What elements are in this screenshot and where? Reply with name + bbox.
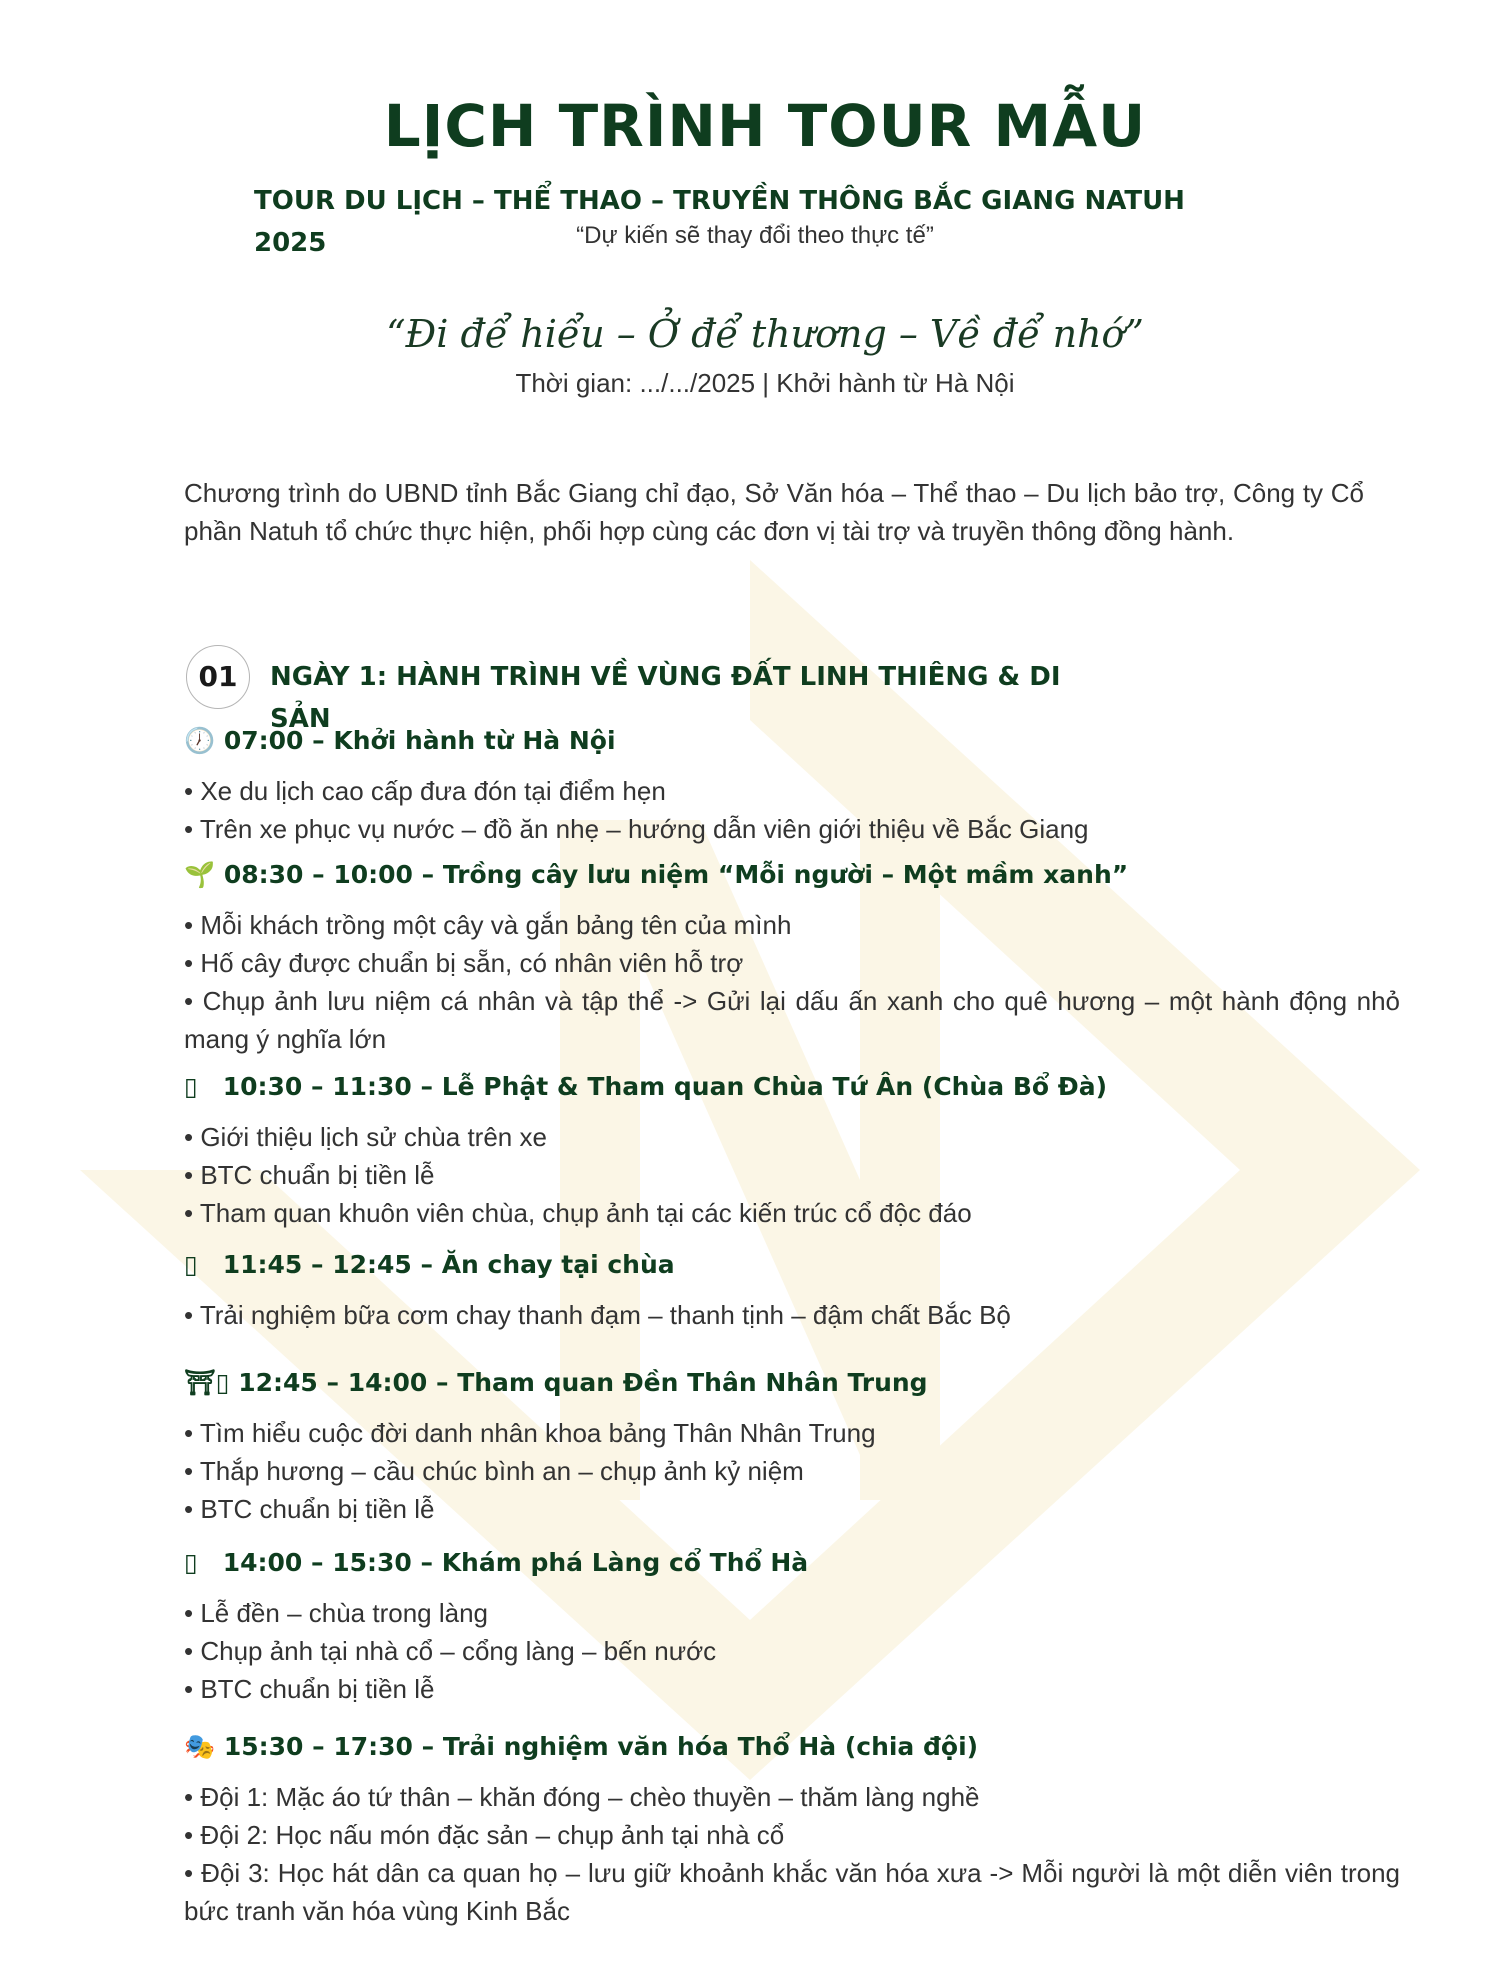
segment-heading — [184, 1072, 1384, 1101]
segment-heading — [184, 1548, 1384, 1577]
bullet-item: • Đội 2: Học nấu món đặc sản – chụp ảnh tại nhà cổ — [184, 1820, 785, 1850]
slogan: “Đi để hiểu – Ở để thương – Về để nhớ” — [386, 312, 1144, 356]
segment-heading — [184, 726, 1384, 756]
bullet-item: • Tìm hiểu cuộc đời danh nhân khoa bảng Thân Nhân Trung — [184, 1418, 876, 1448]
seedling-icon: 🌱 — [184, 860, 216, 889]
bullet-item: • BTC chuẩn bị tiền lễ — [184, 1674, 435, 1704]
segment-bullets — [184, 1118, 1400, 1232]
clock-icon: 🕖 — [184, 726, 216, 755]
segment-heading — [184, 1250, 1384, 1279]
day-title: NGÀY 1: HÀNH TRÌNH VỀ VÙNG ĐẤT LINH THIÊNG & DI SẢN — [270, 662, 1061, 734]
bullet-item: • Chụp ảnh tại nhà cổ – cổng làng – bến nước — [184, 1636, 717, 1666]
bullet-item: • Hố cây được chuẩn bị sẵn, có nhân viên hỗ trợ — [184, 948, 744, 978]
bullet-item: • Đội 3: Học hát dân ca quan họ – lưu giữ khoảnh khắc văn hóa xưa -> Mỗi người là một diễn viên trong bức tranh văn hóa vùng Kinh Bắc — [184, 1858, 1400, 1926]
bullet-item: • Xe du lịch cao cấp đưa đón tại điểm hẹn — [184, 776, 666, 806]
segment-title: 12:45 – 14:00 – Tham quan Đền Thân Nhân Trung — [238, 1368, 928, 1397]
segment-heading — [184, 1368, 1384, 1398]
shrine-icon: ⛩▯ — [184, 1368, 230, 1397]
segment-title: 08:30 – 10:00 – Trồng cây lưu niệm “Mỗi người – Một mầm xanh” — [223, 860, 1129, 889]
theater-masks-icon: 🎭 — [184, 1732, 216, 1761]
segment-title: 11:45 – 12:45 – Ăn chay tại chùa — [222, 1250, 675, 1279]
segment-bullets — [184, 1594, 1400, 1708]
segment-title: 15:30 – 17:30 – Trải nghiệm văn hóa Thổ Hà (chia đội) — [223, 1732, 979, 1761]
bullet-item: • BTC chuẩn bị tiền lễ — [184, 1494, 435, 1524]
temple-icon: ▯ — [184, 1072, 198, 1101]
segment-heading — [184, 860, 1384, 890]
bullet-item: • Mỗi khách trồng một cây và gắn bảng tên của mình — [184, 910, 792, 940]
change-note: “Dự kiến sẽ thay đổi theo thực tế” — [576, 222, 934, 249]
time-departure: Thời gian: .../.../2025 | Khởi hành từ Hà Nội — [515, 368, 1015, 398]
bullet-item: • BTC chuẩn bị tiền lễ — [184, 1160, 435, 1190]
bullet-item: • Lễ đền – chùa trong làng — [184, 1598, 489, 1628]
bullet-item: • Giới thiệu lịch sử chùa trên xe — [184, 1122, 547, 1152]
segment-bullets — [184, 906, 1400, 1058]
bullet-item: • Tham quan khuôn viên chùa, chụp ảnh tại các kiến trúc cổ độc đáo — [184, 1198, 972, 1228]
intro-paragraph: Chương trình do UBND tỉnh Bắc Giang chỉ đạo, Sở Văn hóa – Thể thao – Du lịch bảo trợ, Công ty Cổ phần Natuh tổ chức thực hiện, phối hợp cùng các đơn vị tài trợ và truyền thông đồng hành. — [184, 478, 1364, 546]
segment-bullets — [184, 1778, 1400, 1930]
day-number-badge: 01 — [186, 645, 250, 709]
segment-title: 14:00 – 15:30 – Khám phá Làng cổ Thổ Hà — [222, 1548, 809, 1577]
bullet-item: • Đội 1: Mặc áo tứ thân – khăn đóng – chèo thuyền – thăm làng nghề — [184, 1782, 980, 1812]
segment-title: 07:00 – Khởi hành từ Hà Nội — [223, 726, 616, 755]
bullet-item: • Trải nghiệm bữa cơm chay thanh đạm – thanh tịnh – đậm chất Bắc Bộ — [184, 1300, 1011, 1330]
bullet-item: • Thắp hương – cầu chúc bình an – chụp ảnh kỷ niệm — [184, 1456, 804, 1486]
segment-bullets — [184, 1414, 1400, 1528]
tour-subtitle: TOUR DU LỊCH – THỂ THAO – TRUYỀN THÔNG BẮC GIANG NATUH 2025 — [254, 186, 1185, 258]
segment-heading — [184, 1732, 1384, 1762]
segment-bullets — [184, 772, 1400, 848]
meal-icon: ▯ — [184, 1250, 198, 1279]
bullet-item: • Chụp ảnh lưu niệm cá nhân và tập thể -> Gửi lại dấu ấn xanh cho quê hương – một hành động nhỏ mang ý nghĩa lớn — [184, 986, 1400, 1054]
village-icon: ▯ — [184, 1548, 198, 1577]
segment-bullets — [184, 1296, 1400, 1334]
segment-title: 10:30 – 11:30 – Lễ Phật & Tham quan Chùa Tứ Ân (Chùa Bổ Đà) — [222, 1072, 1108, 1101]
page-title: LỊCH TRÌNH TOUR MẪU — [383, 92, 1147, 160]
bullet-item: • Trên xe phục vụ nước – đồ ăn nhẹ – hướng dẫn viên giới thiệu về Bắc Giang — [184, 814, 1089, 844]
